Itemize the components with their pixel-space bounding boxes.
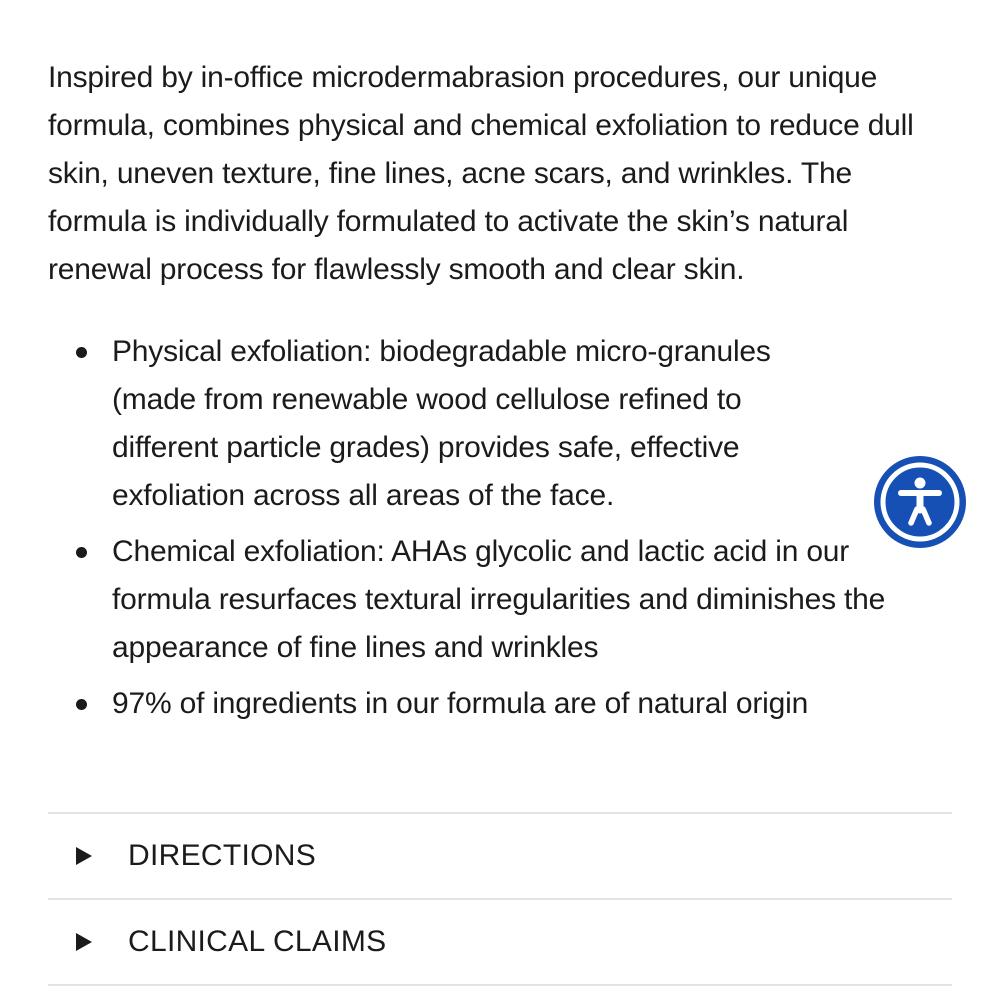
accordion-clinical-claims[interactable] (48, 900, 952, 986)
product-description (48, 54, 952, 736)
list-item (48, 528, 952, 672)
list-item (48, 680, 952, 728)
bullet-icon (76, 699, 87, 710)
bullet-icon (76, 547, 87, 558)
list-item-text: Physical exfoliation: biodegradable micro-granules (made from renewable wood cellulose refined to different particle grades) provides safe, effective exfoliation across all areas of the face. (112, 335, 771, 512)
triangle-right-icon (76, 847, 92, 865)
accordion-label: CLINICAL CLAIMS (128, 925, 387, 958)
triangle-right-icon (76, 933, 92, 951)
feature-list (48, 328, 952, 728)
list-item-text: Chemical exfoliation: AHAs glycolic and lactic acid in our formula resurfaces textural irregularities and diminishes the appearance of fine lines and wrinkles (112, 535, 886, 664)
details-accordion (48, 812, 952, 986)
bullet-icon (76, 347, 87, 358)
list-item (48, 328, 952, 520)
accordion-directions[interactable] (48, 814, 952, 900)
accessibility-button[interactable] (874, 456, 966, 548)
accordion-label: DIRECTIONS (128, 839, 317, 872)
list-item-text: 97% of ingredients in our formula are of natural origin (112, 687, 809, 720)
description-paragraph: Inspired by in-office microdermabrasion procedures, our unique formula, combines physical and chemical exfoliation to reduce dull skin, uneven texture, fine lines, acne scars, and wrinkles. The formula is individually formulated to activate the skin’s natural renewal process for flawlessly smooth and clear skin. (48, 61, 914, 286)
accessibility-person-icon (874, 456, 966, 548)
